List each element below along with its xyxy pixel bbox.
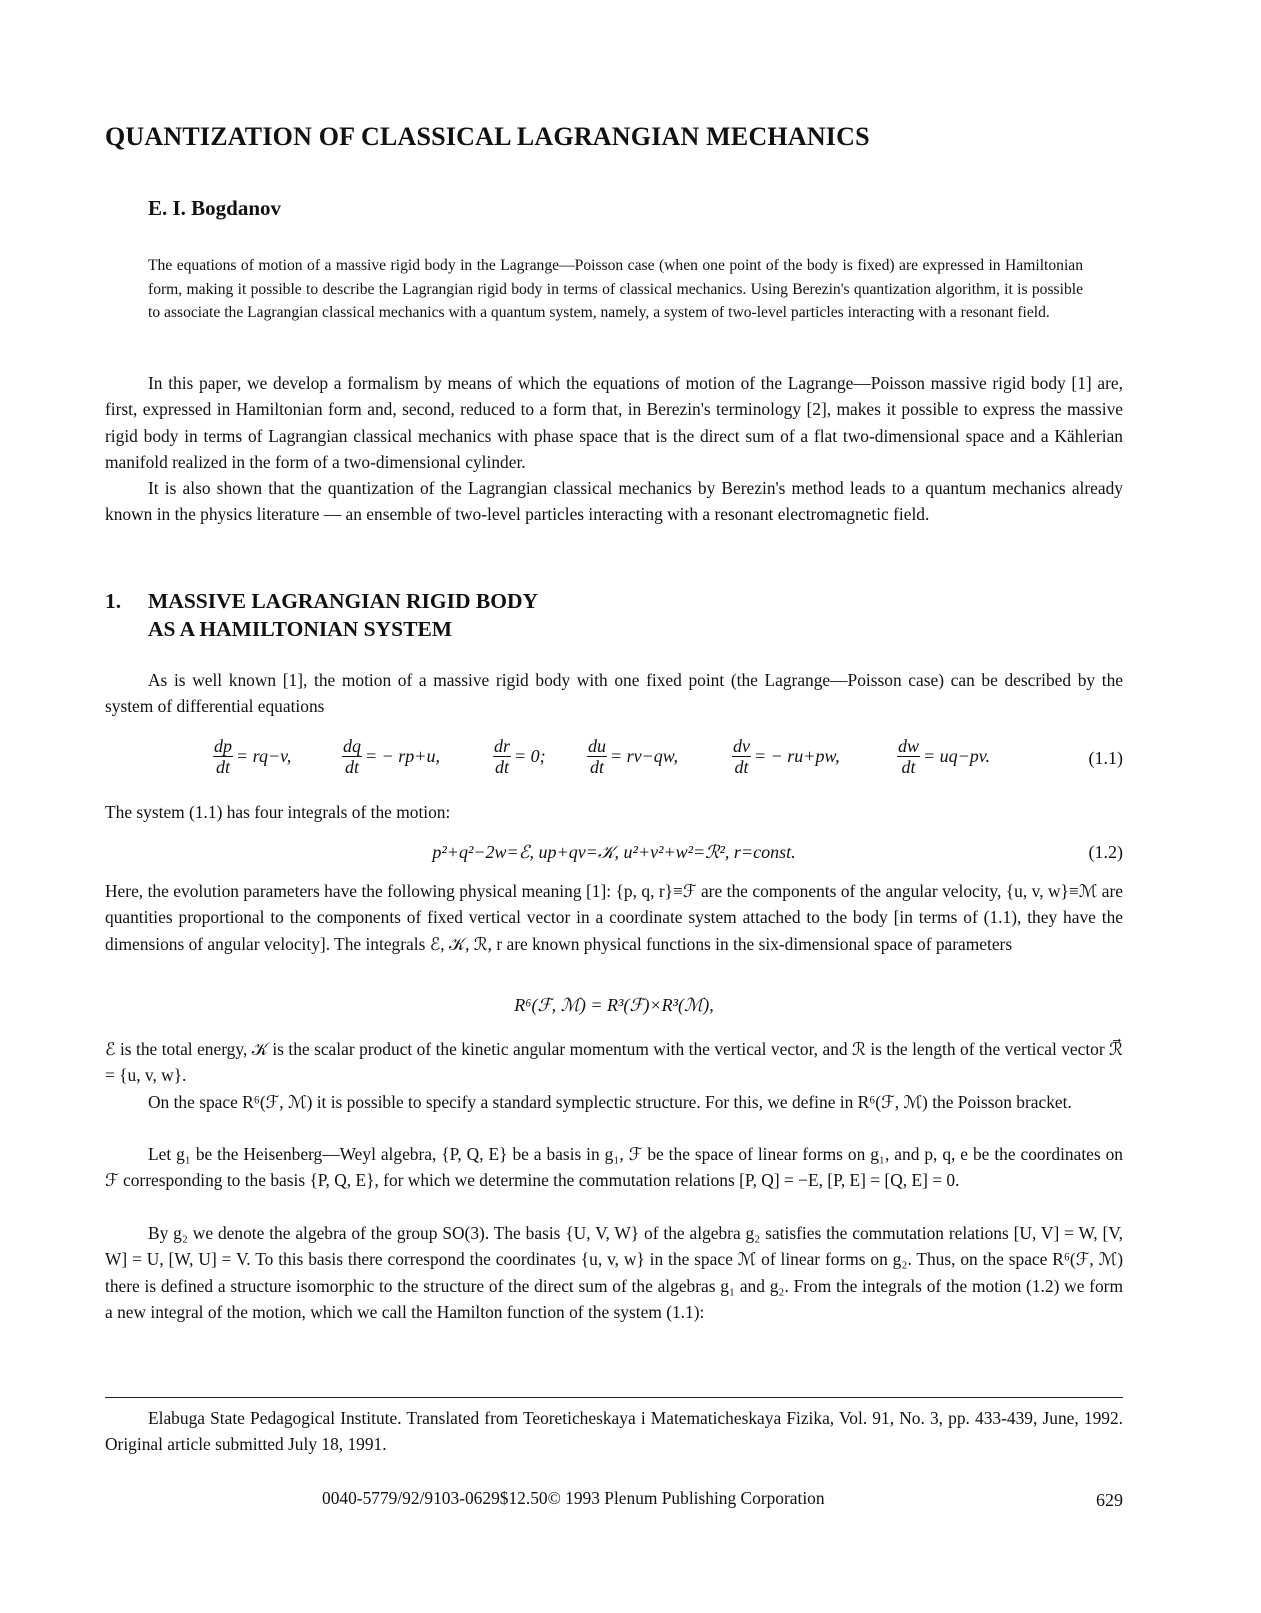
abstract-text: The equations of motion of a massive rigid body in the Lagrange—Poisson case (when one point of the body is fixed) are expressed in Hamiltonian form, making it possible to describe the Lagrangian rigid body in terms of classical mechanics. Using Berezin's quantization algorithm, it is possible to associate the Lagrangian classical mechanics with a quantum system, namely, a system of two-level particles interacting with a resonant field. xyxy=(148,257,1083,321)
equation-number: (1.2) xyxy=(1088,842,1123,862)
paragraph-text: Here, the evolution parameters have the following physical meaning [1]: {p, q, r}≡ℱ are the components of the angular velocity, {u, v, w}≡ℳ are quantities proportional to the components of fixed vertical vector in a coordinate system attached to the body [in terms of (1.1), they have the dimensions of angular velocity]. The integrals ℰ, 𝒦, ℛ, r are known physical functions in the six-dimensional space of parameters xyxy=(105,881,1123,954)
equation-1-1 xyxy=(105,736,1123,782)
paragraph-system xyxy=(105,799,1123,825)
publisher-footer: 0040-5779/92/9103-0629$12.50© 1993 Plenum Publishing Corporation xyxy=(322,1488,825,1508)
equation-term: $\frac{dp}{dt}$ = rq−v, xyxy=(214,736,292,777)
equation-term: $\frac{dv}{dt}$ = − ru+pw, xyxy=(733,736,840,777)
paragraph-text: As is well known [1], the motion of a massive rigid body with one fixed point (the Lagrange—Poisson case) can be described by the system of differential equations xyxy=(105,670,1123,717)
section-title-line: AS A HAMILTONIAN SYSTEM xyxy=(148,617,453,641)
paragraph-let xyxy=(105,1141,1123,1194)
equation-term: $\frac{dw}{dt}$ = uq−pv. xyxy=(898,736,990,777)
equation-parameter-space xyxy=(105,995,1123,1021)
equation-1-2 xyxy=(105,842,1123,868)
equation-term: $\frac{dq}{dt}$ = − rp+u, xyxy=(343,736,440,777)
paragraph-text: ℰ is the total energy, 𝒦 is the scalar product of the kinetic angular momentum with the vertical vector, and ℛ is the length of the vertical vector ℛ⃗ = {u, v, w}. xyxy=(105,1039,1123,1086)
equation-body: p²+q²−2w=ℰ, up+qv=𝒦, u²+v²+w²=ℛ², r=const. xyxy=(432,842,796,862)
intro-paragraph: It is also shown that the quantization of the Lagrangian classical mechanics by Berezin's method leads to a quantum mechanics already known in the physics literature — an ensemble of two-level particles interacting with a resonant electromagnetic field. xyxy=(105,478,1123,525)
footnote: Elabuga State Pedagogical Institute. Translated from Teoreticheskaya i Matematicheskaya Fizika, Vol. 91, No. 3, pp. 433-439, June, 1992. Original article submitted July 18, 1991. xyxy=(105,1408,1123,1454)
abstract xyxy=(148,254,1083,325)
page-number: 629 xyxy=(1096,1490,1123,1510)
equation-body: R⁶(ℱ, ℳ) = R³(ℱ)×R³(ℳ), xyxy=(514,995,714,1015)
paragraph-text: By g₂ we denote the algebra of the group SO(3). The basis {U, V, W} of the algebra g₂ satisfies the commutation relations [U, V] = W, [V, W] = U, [W, U] = V. To this basis there correspond the coordinates {u, v, w} in the space ℳ of linear forms on g₂. Thus, on the space R⁶(ℱ, ℳ) there is defined a structure isomorphic to the structure of the direct sum of the algebras g₁ and g₂. From the integrals of the motion (1.2) we form a new integral of the motion, which we call the Hamilton function of the system (1.1): xyxy=(105,1223,1123,1322)
paragraph-here xyxy=(105,878,1123,957)
paragraph-text: On the space R⁶(ℱ, ℳ) it is possible to specify a standard symplectic structure. For this, we define in R⁶(ℱ, ℳ) the Poisson bracket. xyxy=(148,1092,1072,1112)
paragraph-by xyxy=(105,1220,1123,1325)
equation-term: $\frac{du}{dt}$ = rv−qw, xyxy=(588,736,678,777)
equation-term: $\frac{dr}{dt}$ = 0; xyxy=(494,736,546,777)
paragraph-text: Let g₁ be the Heisenberg—Weyl algebra, {P, Q, E} be a basis in g₁, ℱ be the space of linear forms on g₁, and p, q, e be the coordinates on ℱ corresponding to the basis {P, Q, E}, for which we determine the commutation relations [P, Q] = −E, [P, E] = [Q, E] = 0. xyxy=(105,1144,1123,1191)
paragraph-text: The system (1.1) has four integrals of the motion: xyxy=(105,802,451,822)
equation-number: (1.1) xyxy=(1088,748,1123,768)
introduction xyxy=(105,370,1123,528)
paragraph-known xyxy=(105,667,1123,720)
paper-title: QUANTIZATION OF CLASSICAL LAGRANGIAN MECHANICS xyxy=(105,122,870,151)
intro-paragraph: In this paper, we develop a formalism by means of which the equations of motion of the Lagrange—Poisson massive rigid body [1] are, first, expressed in Hamiltonian form and, second, reduced to a form that, in Berezin's terminology [2], makes it possible to express the massive rigid body in terms of Lagrangian classical mechanics with phase space that is the direct sum of a flat two-dimensional space and a Kählerian manifold realized in the form of a two-dimensional cylinder. xyxy=(105,373,1123,472)
footnote-rule xyxy=(105,1397,1123,1398)
paragraph-space xyxy=(105,1089,1123,1115)
section-title-line: MASSIVE LAGRANGIAN RIGID BODY xyxy=(148,589,539,613)
paragraph-energy xyxy=(105,1036,1123,1089)
section-number: 1. xyxy=(105,589,122,613)
author-name: E. I. Bogdanov xyxy=(148,196,282,220)
